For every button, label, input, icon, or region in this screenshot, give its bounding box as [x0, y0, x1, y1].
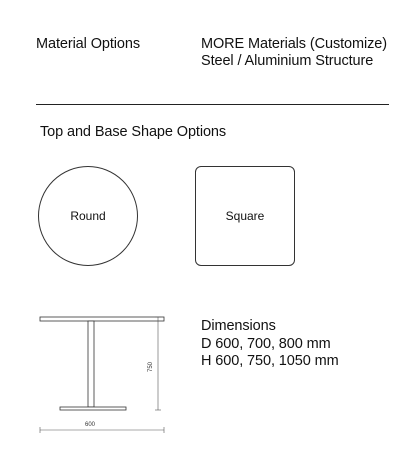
shape-options-title: Top and Base Shape Options	[40, 124, 227, 140]
material-options-values	[201, 36, 387, 70]
section-divider	[36, 104, 389, 105]
table-top	[40, 317, 164, 321]
width-dimension-label: 600	[84, 422, 96, 428]
square-shape-label: Square	[225, 209, 265, 223]
dimensions-block	[201, 318, 339, 371]
height-dimension-label: 750	[148, 361, 154, 373]
width-dimension-line	[40, 427, 164, 433]
table-base	[60, 407, 126, 410]
square-shape-option	[195, 166, 295, 266]
table-column	[88, 321, 94, 407]
height-dimension-line	[155, 317, 161, 410]
material-options-label: Material Options	[36, 36, 140, 52]
round-shape-option	[38, 166, 138, 266]
material-option-structure: Steel / Aluminium Structure	[201, 53, 374, 69]
dimensions-heights: H 600, 750, 1050 mm	[201, 353, 339, 369]
table-elevation-drawing	[30, 305, 170, 440]
round-shape-label: Round	[70, 209, 106, 223]
dimensions-title: Dimensions	[201, 318, 276, 334]
dimensions-diameters: D 600, 700, 800 mm	[201, 335, 331, 352]
material-option-customize: MORE Materials (Customize)	[201, 36, 387, 52]
